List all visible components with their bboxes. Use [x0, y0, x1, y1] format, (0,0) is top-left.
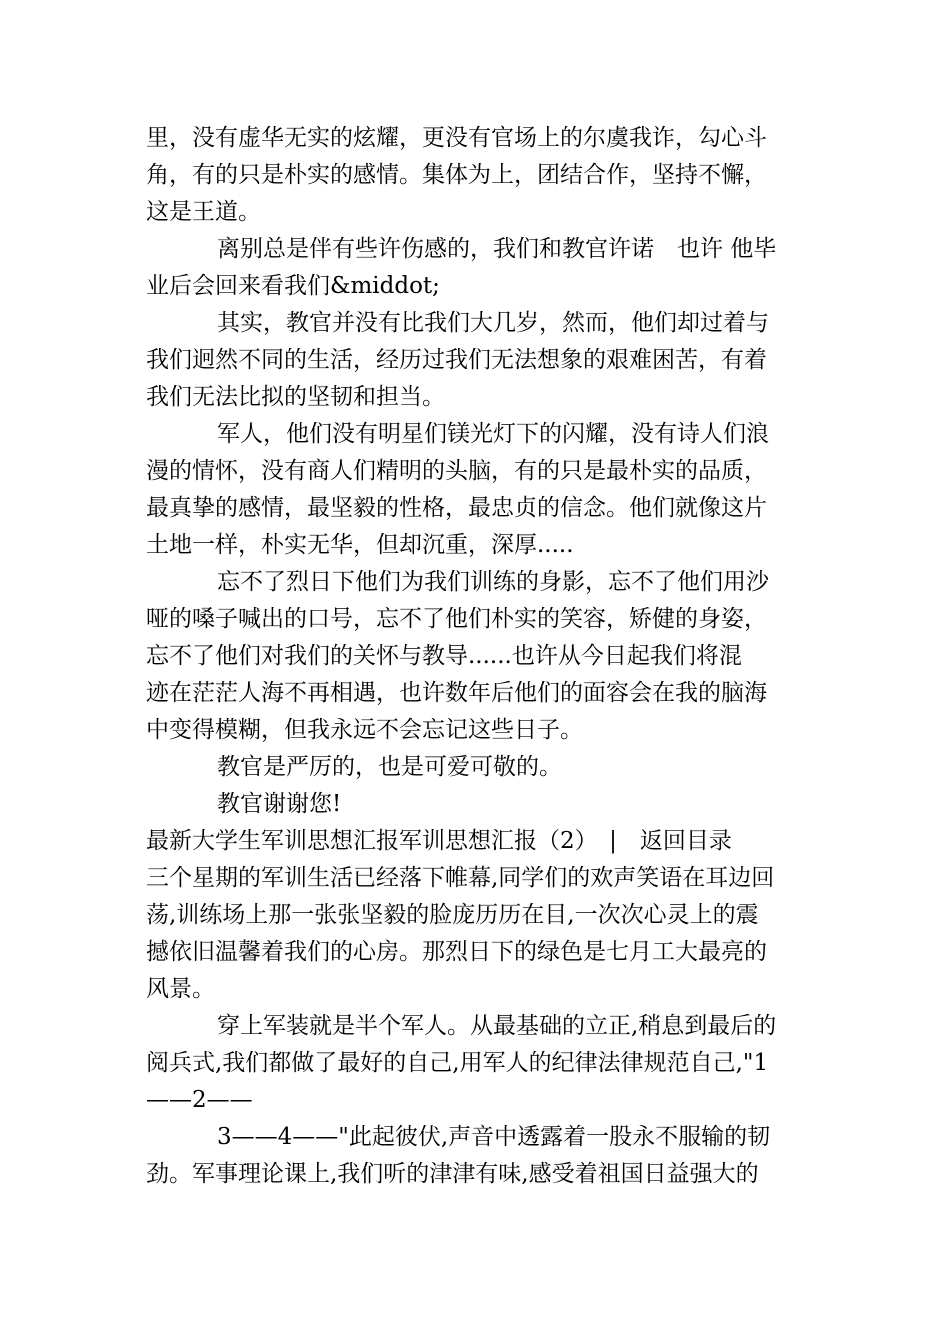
text-line: 阅兵式,我们都做了最好的自己,用军人的纪律法律规范自己,"1 [146, 1050, 769, 1076]
text-line: 土地一样，朴实无华，但却沉重，深厚..... [146, 532, 574, 558]
paragraph-start-line: 教官谢谢您! [217, 791, 342, 817]
text-line: 里，没有虚华无实的炫耀，更没有官场上的尔虞我诈，勾心斗 [146, 125, 767, 151]
text-line: 我们迥然不同的生活，经历过我们无法想象的艰难困苦，有着 [146, 347, 767, 373]
text-line: 漫的情怀，没有商人们精明的头脑，有的只是最朴实的品质， [146, 458, 767, 484]
text-line: 这是王道。 [146, 199, 261, 225]
paragraph-start-line: 其实，教官并没有比我们大几岁，然而，他们却过着与 [217, 310, 769, 336]
text-line: 劲。军事理论课上,我们听的津津有味,感受着祖国日益强大的 [146, 1161, 759, 1187]
text-line: 荡,训练场上那一张张坚毅的脸庞历历在目,一次次心灵上的震 [146, 902, 759, 928]
text-line: 中变得模糊，但我永远不会忘记这些日子。 [146, 717, 583, 743]
text-line: 撼依旧温馨着我们的心房。那烈日下的绿色是七月工大最亮的 [146, 939, 767, 965]
paragraph-start-line: 教官是严厉的，也是可爱可敬的。 [217, 754, 562, 780]
text-line: 最真挚的感情，最坚毅的性格，最忠贞的信念。他们就像这片 [146, 495, 767, 521]
paragraph-start-line: 3——4——"此起彼伏,声音中透露着一股永不服输的韧 [217, 1124, 771, 1150]
text-line: ——2—— [146, 1087, 253, 1113]
paragraph-start-line: 忘不了烈日下他们为我们训练的身影，忘不了他们用沙 [217, 569, 769, 595]
text-line: 迹在茫茫人海不再相遇，也许数年后他们的面容会在我的脑海 [146, 680, 767, 706]
text-line: 业后会回来看我们&middot; [146, 273, 440, 299]
paragraph-start-line: 穿上军装就是半个军人。从最基础的立正,稍息到最后的 [217, 1013, 777, 1039]
section-heading-line[interactable]: 最新大学生军训思想汇报军训思想汇报（2） | 返回目录 [146, 828, 732, 854]
text-line: 三个星期的军训生活已经落下帷幕,同学们的欢声笑语在耳边回 [146, 865, 775, 891]
text-line: 角，有的只是朴实的感情。集体为上，团结合作，坚持不懈， [146, 162, 767, 188]
text-line: 忘不了他们对我们的关怀与教导......也许从今日起我们将混 [146, 643, 742, 669]
paragraph-start-line: 军人，他们没有明星们镁光灯下的闪耀，没有诗人们浪 [217, 421, 769, 447]
text-line: 哑的嗓子喊出的口号，忘不了他们朴实的笑容，矫健的身姿， [146, 606, 767, 632]
paragraph-start-line: 离别总是伴有些许伤感的，我们和教官许诺 也许 他毕 [217, 236, 777, 262]
text-line: 我们无法比拟的坚韧和担当。 [146, 384, 445, 410]
text-line: 风景。 [146, 976, 215, 1002]
